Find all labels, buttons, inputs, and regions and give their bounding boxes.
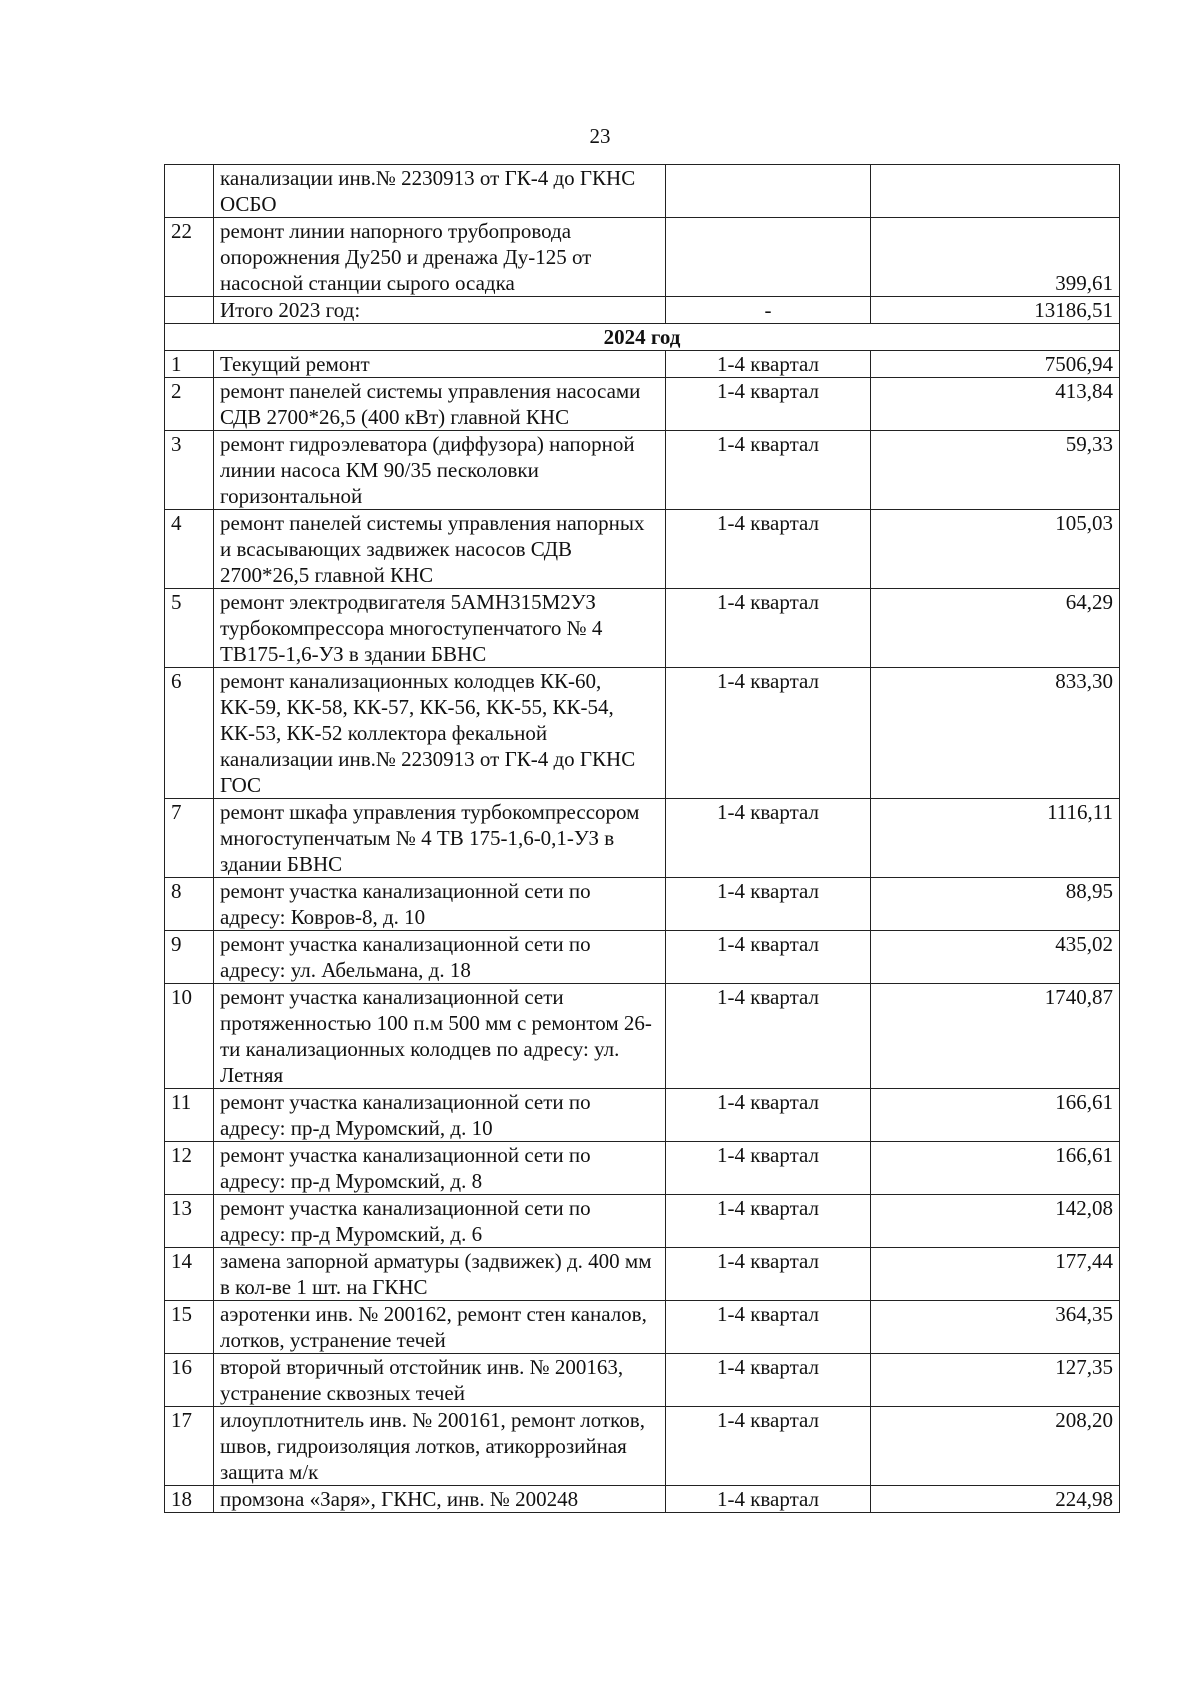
row-amount-cell: 435,02 — [871, 931, 1120, 984]
table-row-item-22 — [165, 218, 1120, 297]
row-description-cell: ремонт панелей системы управления напорных и всасывающих задвижек насосов СДВ 2700*26,5 главной КНС — [214, 510, 666, 589]
row-amount-cell: 59,33 — [871, 431, 1120, 510]
row-number-cell: 5 — [165, 589, 214, 668]
row-description-cell: промзона «Заря», ГКНС, инв. № 200248 — [214, 1486, 666, 1513]
table-row — [165, 1354, 1120, 1407]
row-amount-cell: 364,35 — [871, 1301, 1120, 1354]
row-description-cell: Текущий ремонт — [214, 351, 666, 378]
repair-table-body — [165, 165, 1120, 1513]
row-period-cell — [666, 165, 871, 218]
table-row — [165, 378, 1120, 431]
row-amount-cell: 166,61 — [871, 1089, 1120, 1142]
row-amount-cell: 224,98 — [871, 1486, 1120, 1513]
row-amount-cell: 1116,11 — [871, 799, 1120, 878]
row-period-cell: 1-4 квартал — [666, 431, 871, 510]
row-period-cell: 1-4 квартал — [666, 1486, 871, 1513]
row-amount-cell: 7506,94 — [871, 351, 1120, 378]
table-row — [165, 589, 1120, 668]
table-row — [165, 931, 1120, 984]
row-amount-cell: 166,61 — [871, 1142, 1120, 1195]
row-description-cell: второй вторичный отстойник инв. № 200163, устранение сквозных течей — [214, 1354, 666, 1407]
row-amount-cell: 127,35 — [871, 1354, 1120, 1407]
row-period-cell: 1-4 квартал — [666, 589, 871, 668]
row-period-cell: 1-4 квартал — [666, 668, 871, 799]
table-row — [165, 1486, 1120, 1513]
row-description-cell: ремонт участка канализационной сети по адресу: ул. Абельмана, д. 18 — [214, 931, 666, 984]
row-number-cell — [165, 297, 214, 324]
row-number-cell: 10 — [165, 984, 214, 1089]
table-row-year-header — [165, 324, 1120, 351]
table-row — [165, 668, 1120, 799]
row-number-cell: 7 — [165, 799, 214, 878]
row-period-cell: 1-4 квартал — [666, 878, 871, 931]
row-number-cell: 22 — [165, 218, 214, 297]
row-period-cell: 1-4 квартал — [666, 1195, 871, 1248]
table-row — [165, 510, 1120, 589]
row-number-cell: 3 — [165, 431, 214, 510]
table-row-total-2023 — [165, 297, 1120, 324]
table-row — [165, 799, 1120, 878]
row-description-cell: ремонт участка канализационной сети протяженностью 100 п.м 500 мм с ремонтом 26-ти канализационных колодцев по адресу: ул. Летняя — [214, 984, 666, 1089]
row-description-cell: ремонт участка канализационной сети по адресу: Ковров-8, д. 10 — [214, 878, 666, 931]
table-row — [165, 1248, 1120, 1301]
row-period-cell: 1-4 квартал — [666, 984, 871, 1089]
row-description-cell: ремонт шкафа управления турбокомпрессором многоступенчатым № 4 ТВ 175-1,6-0,1-УЗ в здании БВНС — [214, 799, 666, 878]
row-number-cell: 16 — [165, 1354, 214, 1407]
table-row — [165, 878, 1120, 931]
row-number-cell: 12 — [165, 1142, 214, 1195]
row-description-cell: илоуплотнитель инв. № 200161, ремонт лотков, швов, гидроизоляция лотков, атикоррозийная защита м/к — [214, 1407, 666, 1486]
row-amount-cell: 142,08 — [871, 1195, 1120, 1248]
table-row — [165, 984, 1120, 1089]
row-period-cell: 1-4 квартал — [666, 931, 871, 984]
row-number-cell: 1 — [165, 351, 214, 378]
row-number-cell: 18 — [165, 1486, 214, 1513]
row-number-cell: 2 — [165, 378, 214, 431]
row-amount-cell: 177,44 — [871, 1248, 1120, 1301]
row-amount-cell: 105,03 — [871, 510, 1120, 589]
row-period-cell — [666, 218, 871, 297]
row-number-cell: 9 — [165, 931, 214, 984]
row-description-cell: ремонт электродвигателя 5АМН315М2УЗ турбокомпрессора многоступенчатого № 4 ТВ175-1,6-УЗ в здании БВНС — [214, 589, 666, 668]
row-amount-cell: 88,95 — [871, 878, 1120, 931]
row-period-cell: 1-4 квартал — [666, 1407, 871, 1486]
repair-table — [164, 164, 1120, 1513]
table-row — [165, 1142, 1120, 1195]
page-number: 23 — [589, 124, 611, 148]
row-period-cell: 1-4 квартал — [666, 1301, 871, 1354]
total-label-cell: Итого 2023 год: — [214, 297, 666, 324]
row-number-cell: 6 — [165, 668, 214, 799]
row-amount-cell: 833,30 — [871, 668, 1120, 799]
row-description-cell: ремонт линии напорного трубопровода опорожнения Ду250 и дренажа Ду-125 от насосной станции сырого осадка — [214, 218, 666, 297]
row-number-cell — [165, 165, 214, 218]
total-period-cell: - — [666, 297, 871, 324]
row-period-cell: 1-4 квартал — [666, 1089, 871, 1142]
row-number-cell: 11 — [165, 1089, 214, 1142]
table-row — [165, 351, 1120, 378]
table-row — [165, 1301, 1120, 1354]
year-header-cell: 2024 год — [165, 324, 1120, 351]
row-description-cell: замена запорной арматуры (задвижек) д. 400 мм в кол-ве 1 шт. на ГКНС — [214, 1248, 666, 1301]
row-description-cell: аэротенки инв. № 200162, ремонт стен каналов, лотков, устранение течей — [214, 1301, 666, 1354]
row-description-cell: канализации инв.№ 2230913 от ГК-4 до ГКНС ОСБО — [214, 165, 666, 218]
row-period-cell: 1-4 квартал — [666, 1248, 871, 1301]
row-amount-cell: 413,84 — [871, 378, 1120, 431]
table-row — [165, 1407, 1120, 1486]
table-row-continuation — [165, 165, 1120, 218]
table-row — [165, 1195, 1120, 1248]
row-period-cell: 1-4 квартал — [666, 799, 871, 878]
row-description-cell: ремонт участка канализационной сети по адресу: пр-д Муромский, д. 8 — [214, 1142, 666, 1195]
row-period-cell: 1-4 квартал — [666, 510, 871, 589]
row-amount-cell: 399,61 — [871, 218, 1120, 297]
row-number-cell: 15 — [165, 1301, 214, 1354]
row-description-cell: ремонт гидроэлеватора (диффузора) напорной линии насоса КМ 90/35 песколовки горизонтальной — [214, 431, 666, 510]
row-amount-cell — [871, 165, 1120, 218]
row-amount-cell: 64,29 — [871, 589, 1120, 668]
total-amount-cell: 13186,51 — [871, 297, 1120, 324]
row-period-cell: 1-4 квартал — [666, 378, 871, 431]
row-period-cell: 1-4 квартал — [666, 351, 871, 378]
row-number-cell: 4 — [165, 510, 214, 589]
table-row — [165, 1089, 1120, 1142]
row-period-cell: 1-4 квартал — [666, 1142, 871, 1195]
table-row — [165, 431, 1120, 510]
row-description-cell: ремонт панелей системы управления насосами СДВ 2700*26,5 (400 кВт) главной КНС — [214, 378, 666, 431]
row-number-cell: 8 — [165, 878, 214, 931]
row-number-cell: 14 — [165, 1248, 214, 1301]
row-number-cell: 17 — [165, 1407, 214, 1486]
row-amount-cell: 208,20 — [871, 1407, 1120, 1486]
row-number-cell: 13 — [165, 1195, 214, 1248]
row-description-cell: ремонт участка канализационной сети по адресу: пр-д Муромский, д. 10 — [214, 1089, 666, 1142]
row-description-cell: ремонт участка канализационной сети по адресу: пр-д Муромский, д. 6 — [214, 1195, 666, 1248]
row-period-cell: 1-4 квартал — [666, 1354, 871, 1407]
row-description-cell: ремонт канализационных колодцев КК-60, КК-59, КК-58, КК-57, КК-56, КК-55, КК-54, КК-53, КК-52 коллектора фекальной канализации инв.№ 2230913 от ГК-4 до ГКНС ГОС — [214, 668, 666, 799]
row-amount-cell: 1740,87 — [871, 984, 1120, 1089]
